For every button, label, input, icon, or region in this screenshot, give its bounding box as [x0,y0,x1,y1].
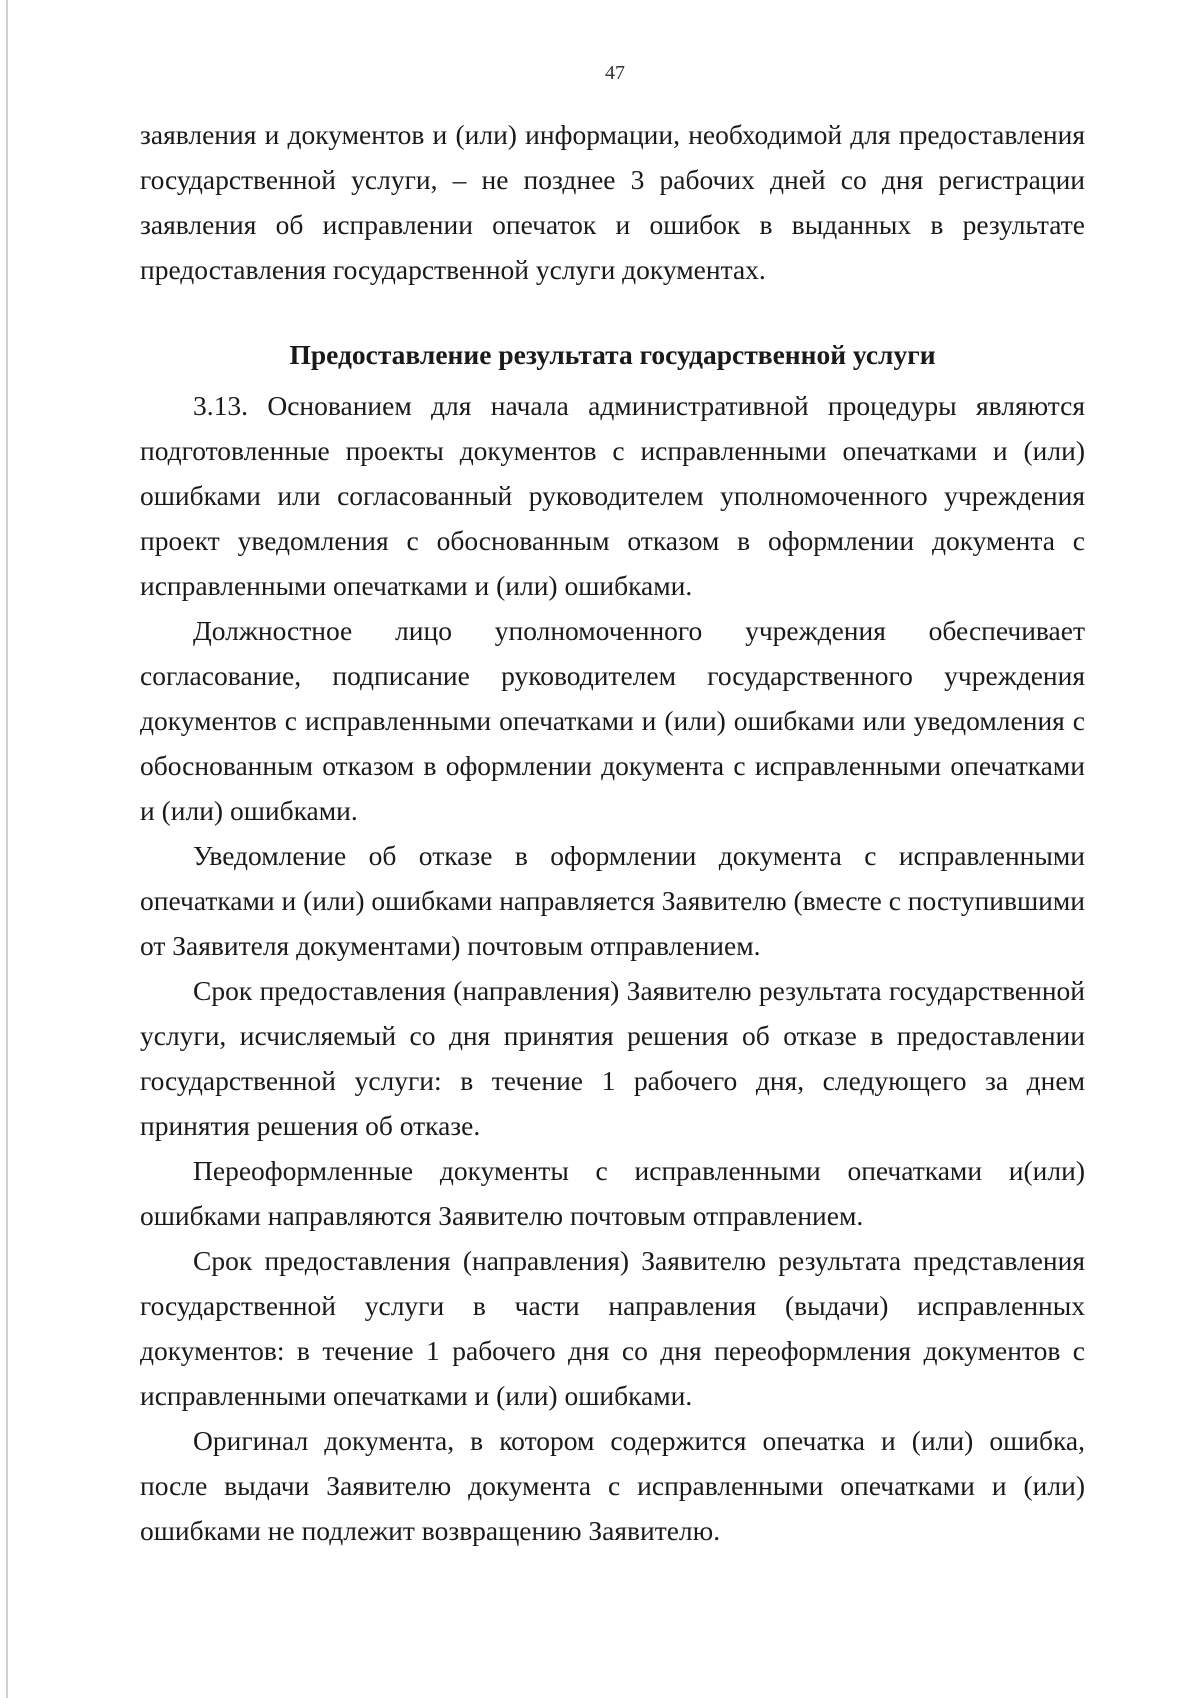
paragraph-issue-deadline: Срок предоставления (направления) Заявителю результата представления государственной услуги в части направления (выдачи) исправленных документов: в течение 1 рабочего дня со дня переоформления документов с исправленными опечатками и (или) ошибками. [140,1245,1085,1411]
continued-paragraph: заявления и документов и (или) информации, необходимой для предоставления государственной услуги, – не позднее 3 рабочих дней со дня регистрации заявления об исправлении опечаток и ошибок в выданных в результате предоставления государственной услуги документах. [140,119,1085,285]
paragraph-refusal-notice: Уведомление об отказе в оформлении документа с исправленными опечатками и (или) ошибками направляется Заявителю (вместе с поступившими от Заявителя документами) почтовым отправлением. [140,840,1085,961]
paragraph-official-approval: Должностное лицо уполномоченного учреждения обеспечивает согласование, подписание руководителем государственного учреждения документов с исправленными опечатками и (или) ошибками или уведомления с обоснованным отказом в оформлении документа с исправленными опечатками и (или) ошибками. [140,615,1085,826]
paragraph-reissued-documents: Переоформленные документы с исправленными опечатками и(или) ошибками направляются Заявителю почтовым отправлением. [140,1155,1085,1231]
scan-edge-line [6,0,8,1698]
page-number: 47 [605,62,625,84]
paragraph-original-document: Оригинал документа, в котором содержится опечатка и (или) ошибка, после выдачи Заявителю документа с исправленными опечатками и (или) ошибками не подлежит возвращению Заявителю. [140,1425,1085,1546]
paragraph-refusal-deadline: Срок предоставления (направления) Заявителю результата государственной услуги, исчисляемый со дня принятия решения об отказе в предоставлении государственной услуги: в течение 1 рабочего дня, следующего за днем принятия решения об отказе. [140,975,1085,1141]
paragraph-3-13: 3.13. Основанием для начала административной процедуры являются подготовленные проекты документов с исправленными опечатками и (или) ошибками или согласованный руководителем уполномоченного учреждения проект уведомления с обоснованным отказом в оформлении документа с исправленными опечатками и (или) ошибками. [140,390,1085,601]
section-heading: Предоставление результата государственной услуги [289,339,936,370]
document-body [140,112,1085,1553]
